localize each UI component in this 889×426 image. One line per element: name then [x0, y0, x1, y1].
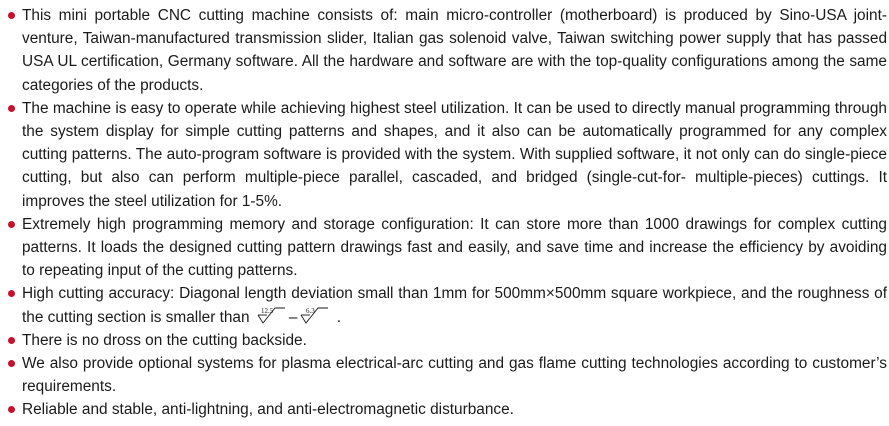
list-item-text: The machine is easy to operate while achieving highest steel utilization. It can be used to directly manual programming through the system display for simple cutting patterns and shapes, and it also can be automatically programmed for any complex cutting patterns. The auto-program software is provided with the system. With supplied software, it not only can do single-piece cutting, but also can perform multiple-piece parallel, cascaded, and bridged (single-cut-for- multiple-pieces) cuttings. It improves the steel utilization for 1-5%. — [22, 99, 887, 210]
list-item — [8, 352, 887, 398]
list-item-text: High cutting accuracy: Diagonal length deviation small than 1mm for 500mm×500mm square workpiece, and the roughness of the cutting section is smaller than — [22, 285, 887, 326]
list-item-tail: . — [336, 308, 341, 326]
roughness-symbol-icon — [300, 307, 330, 325]
list-item — [8, 4, 887, 97]
roughness-symbol-icon — [257, 307, 287, 325]
roughness-to-value: 6.3 — [306, 306, 316, 315]
bullet-icon — [8, 360, 15, 367]
list-item — [8, 282, 887, 328]
bullet-icon — [8, 337, 15, 344]
list-item — [8, 329, 887, 352]
list-item — [8, 97, 887, 213]
list-item-text: Reliable and stable, anti-lightning, and anti-electromagnetic disturbance. — [22, 401, 514, 419]
roughness-dash: – — [288, 308, 298, 326]
list-item-text: Extremely high programming memory and storage configuration: It can store more than 1000 drawings for complex cutting patterns. It loads the designed cutting pattern drawings fast and easily, and save time and increase the efficiency by avoiding to repeating input of the cutting patterns. — [22, 215, 887, 280]
list-item-text: This mini portable CNC cutting machine consists of: main micro-controller (motherboard) is produced by Sino-USA joint-venture, Taiwan-manufactured transmission slider, Italian gas solenoid valve, Taiwan switching power supply that has passed USA UL certification, Germany software. All the hardware and software are with the top-quality configurations among the same categories of the products. — [22, 7, 887, 94]
bullet-icon — [8, 290, 15, 297]
roughness-from-value: 12.5 — [260, 306, 274, 315]
bullet-icon — [8, 221, 15, 228]
feature-list — [8, 4, 887, 422]
bullet-icon — [8, 406, 15, 413]
list-item-text: We also provide optional systems for plasma electrical-arc cutting and gas flame cutting technologies according to customer’s requirements. — [22, 355, 887, 396]
list-item — [8, 398, 887, 421]
list-item — [8, 213, 887, 283]
bullet-icon — [8, 12, 15, 19]
list-item-text: There is no dross on the cutting backside. — [22, 331, 307, 349]
bullet-icon — [8, 105, 15, 112]
